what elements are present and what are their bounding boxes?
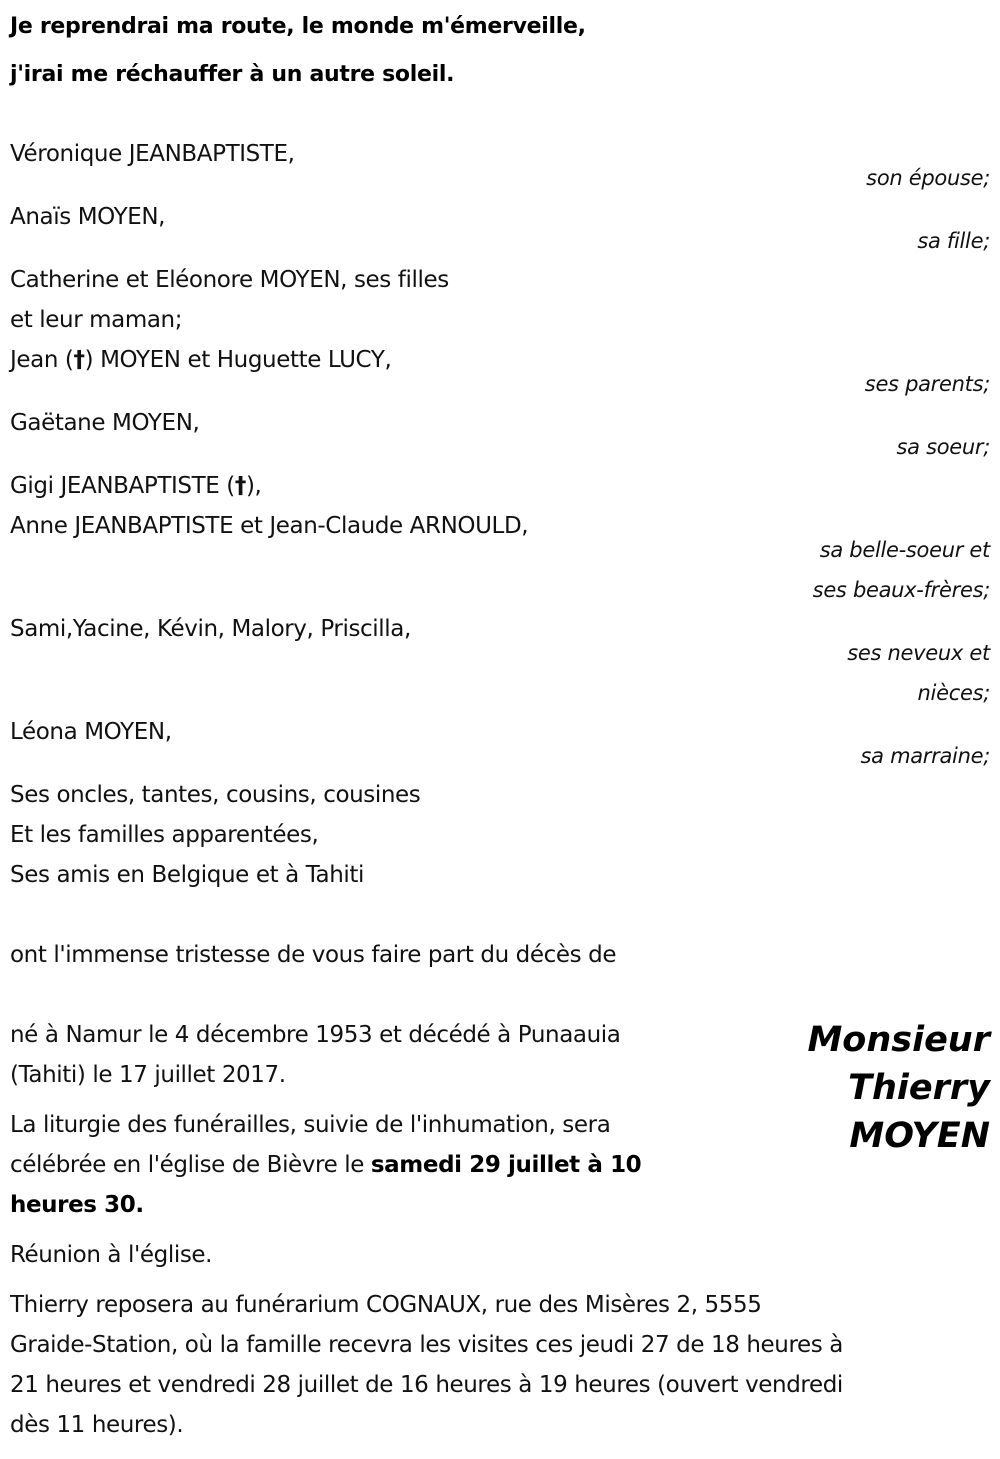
others-line-2: Et les familles apparentées,	[10, 822, 319, 848]
funeral-line-1: La liturgie des funérailles, suivie de l'inhumation, sera	[10, 1112, 611, 1138]
family-name-in-law-1	[10, 471, 261, 501]
birth-death-line-2: (Tahiti) le 17 juillet 2017.	[10, 1062, 286, 1088]
family-role-spouse: son épouse;	[866, 166, 990, 190]
family-role-nephews-1: ses neveux et	[847, 641, 990, 665]
family-name-sister: Gaëtane MOYEN,	[10, 410, 200, 436]
parents-name-prefix: Jean (	[10, 347, 74, 373]
epigraph-line-1: Je reprendrai ma route, le monde m'émerveille,	[10, 14, 586, 39]
family-name-godmother: Léona MOYEN,	[10, 719, 172, 745]
funeral-line-2	[10, 1150, 641, 1180]
cross-icon: †	[234, 473, 246, 499]
family-name-daughters: Catherine et Eléonore MOYEN, ses filles	[10, 267, 449, 293]
deceased-title: Monsieur	[807, 1020, 990, 1060]
family-role-nephews-2: nièces;	[917, 681, 990, 705]
deceased-name	[807, 1016, 990, 1160]
family-role-daughter: sa fille;	[917, 229, 990, 253]
deceased-last-name: MOYEN	[849, 1116, 990, 1156]
parents-name-suffix: ) MOYEN et Huguette LUCY,	[84, 347, 392, 373]
family-role-parents: ses parents;	[864, 372, 990, 396]
deceased-first-name: Thierry	[848, 1068, 990, 1108]
family-name-parents	[10, 345, 391, 375]
visitation-line-2: Graide-Station, où la famille recevra les visites ces jeudi 27 de 18 heures à	[10, 1332, 843, 1358]
family-name-spouse: Véronique JEANBAPTISTE,	[10, 141, 295, 167]
visitation-line-4: dès 11 heures).	[10, 1412, 184, 1438]
funeral-time: heures 30.	[10, 1192, 144, 1218]
birth-death-line-1: né à Namur le 4 décembre 1953 et décédé à Punaauia	[10, 1022, 621, 1048]
visitation-line-3: 21 heures et vendredi 28 juillet de 16 heures à 19 heures (ouvert vendredi	[10, 1372, 843, 1398]
family-name-nephews: Sami,Yacine, Kévin, Malory, Priscilla,	[10, 616, 411, 642]
reunion: Réunion à l'église.	[10, 1242, 213, 1268]
family-role-godmother: sa marraine;	[860, 744, 990, 768]
announcement: ont l'immense tristesse de vous faire part du décès de	[10, 942, 617, 968]
funeral-date: samedi 29 juillet à 10	[370, 1152, 642, 1178]
family-role-sister: sa soeur;	[896, 435, 990, 459]
funeral-location: célébrée en l'église de Bièvre le	[10, 1152, 371, 1178]
others-line-3: Ses amis en Belgique et à Tahiti	[10, 862, 365, 888]
epigraph-line-2: j'irai me réchauffer à un autre soleil.	[10, 62, 455, 87]
others-line-1: Ses oncles, tantes, cousins, cousines	[10, 782, 421, 808]
family-name-daughter: Anaïs MOYEN,	[10, 204, 166, 230]
family-name-in-law-2: Anne JEANBAPTISTE et Jean-Claude ARNOULD,	[10, 513, 529, 539]
cross-icon: †	[73, 347, 85, 373]
visitation-line-1: Thierry reposera au funérarium COGNAUX, rue des Misères 2, 5555	[10, 1292, 762, 1318]
in-law-name-suffix: ),	[245, 473, 262, 499]
family-role-in-laws-1: sa belle-soeur et	[819, 538, 990, 562]
family-name-daughters-mother: et leur maman;	[10, 307, 183, 333]
in-law-name-prefix: Gigi JEANBAPTISTE (	[10, 473, 235, 499]
family-role-in-laws-2: ses beaux-frères;	[812, 578, 990, 602]
